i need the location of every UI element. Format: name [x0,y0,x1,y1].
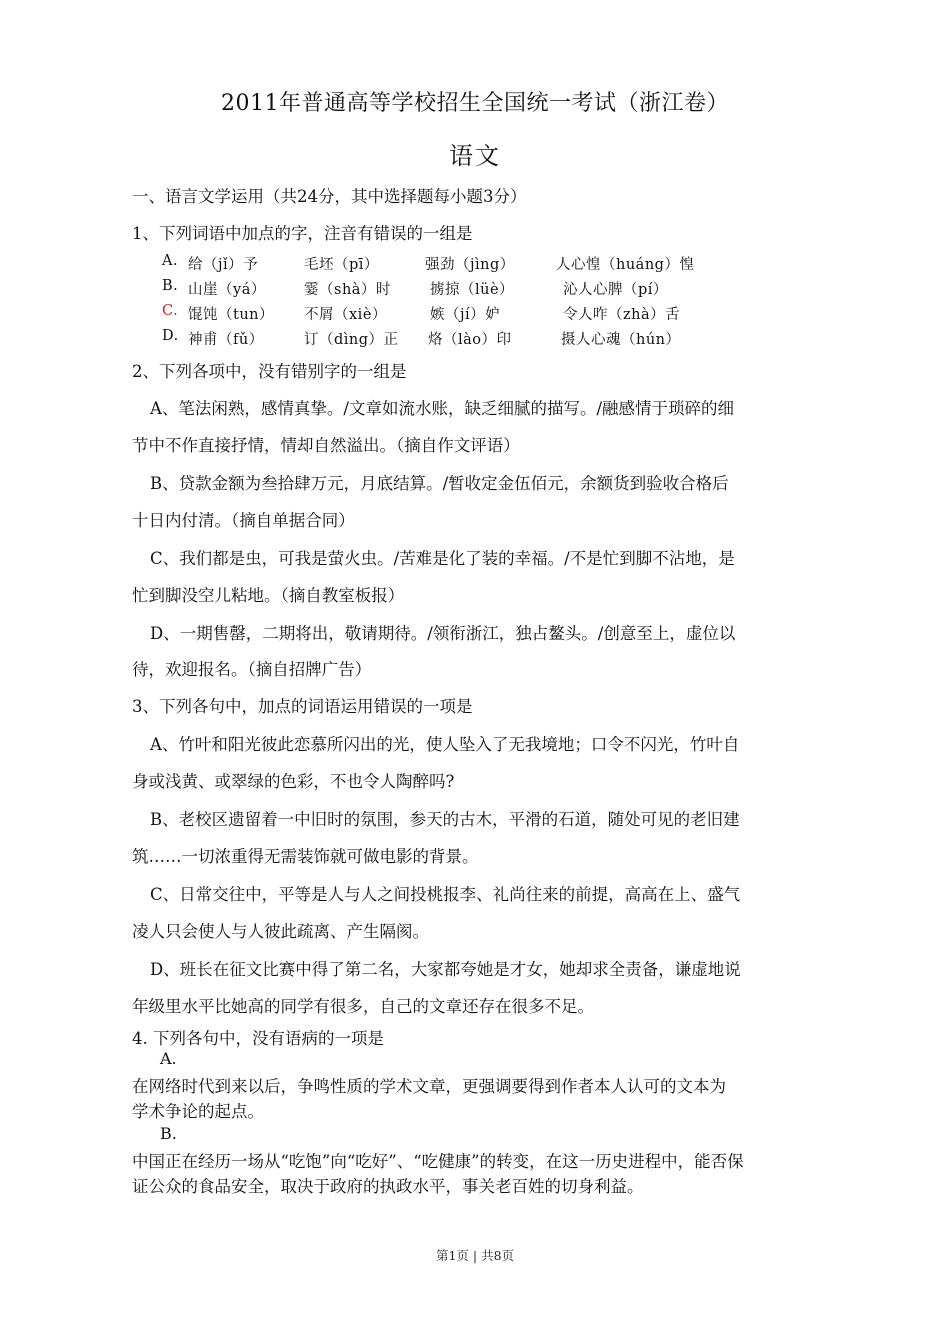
option-item: 毛坯（pī） [304,257,379,273]
question-2-option-c-line1: C、我们都是虫，可我是萤火虫。/苦难是化了装的幸福。/不是忙到脚不沾地，是 [150,549,735,568]
option-item: 沁人心脾（pí） [563,282,668,298]
question-2-option-a-line2: 节中不作直接抒情，情却自然溢出。（摘自作文评语） [132,436,520,455]
question-4-option-a-label: A. [160,1049,177,1068]
option-item: 霎（shà）时 [304,282,391,298]
option-item: 山崖（yá） [188,282,266,298]
option-item: 烙（lào）印 [428,332,512,348]
question-4-option-b-label: B. [160,1124,177,1143]
question-4-option-b-line2: 证公众的食品安全，取决于政府的执政水平，事关老百姓的切身利益。 [132,1177,644,1196]
option-item: 摄人心魂（hún） [561,332,681,348]
option-item: 强劲（jìng） [425,257,515,273]
question-2-option-a-line1: A、笔法闲熟，感情真挚。/文章如流水账，缺乏细腻的描写。/融感情于琐碎的细 [150,399,735,418]
question-1-stem: 1、下列词语中加点的字，注音有错误的一组是 [132,224,473,243]
question-3-option-b-line1: B、老校区遗留着一中旧时的氛围，参天的古木，平滑的石道，随处可见的老旧建 [150,810,740,829]
question-3-option-c-line1: C、日常交往中，平等是人与人之间投桃报李、礼尚往来的前提，高高在上、盛气 [150,885,741,904]
question-2-option-b-line2: 十日内付清。（摘自单据合同） [132,511,355,530]
option-item: 馄饨（tun） [188,307,275,323]
question-3-option-c-line2: 凌人只会使人与人彼此疏离、产生隔阂。 [132,922,429,941]
option-item: 不屑（xiè） [304,307,387,323]
option-item: 给（jǐ）予 [188,257,259,273]
question-3-option-a-line2: 身或浅黄、或翠绿的色彩，不也令人陶醉吗? [132,772,455,791]
page-footer: 第1页 | 共8页 [435,1248,515,1263]
question-4-option-b-line1: 中国正在经历一场从“吃饱”向“吃好”、“吃健康”的转变，在这一历史进程中，能否保 [132,1152,744,1171]
option-label-answer: C. [162,303,179,319]
option-label: B. [162,278,179,294]
option-label: D. [162,328,179,344]
option-item: 人心惶（huáng）惶 [556,257,695,273]
option-item: 掳掠（lüè） [430,282,515,298]
question-2-option-c-line2: 忙到脚没空儿粘地。（摘自教室板报） [132,586,405,605]
question-3-option-d-line1: D、班长在征文比赛中得了第二名，大家都夸她是才女，她却求全责备，谦虚地说 [150,960,741,979]
option-item: 神甫（fǔ） [188,332,264,348]
question-3-option-b-line2: 筑……一切浓重得无需装饰就可做电影的背景。 [132,847,479,866]
option-item: 令人咋（zhà）舌 [563,307,681,323]
question-3-stem: 3、下列各句中，加点的词语运用错误的一项是 [132,697,473,716]
question-4-stem: 4. 下列各句中，没有语病的一项是 [132,1029,384,1048]
question-2-option-d-line2: 待，欢迎报名。（摘自招牌广告） [132,660,372,679]
question-2-option-d-line1: D、一期售罄，二期将出，敬请期待。/领衔浙江，独占鳌头。/创意至上，虚位以 [150,624,736,643]
question-4-option-a-line2: 学术争论的起点。 [132,1102,264,1121]
question-2-stem: 2、下列各项中，没有错别字的一组是 [132,362,407,381]
question-4-option-a-line1: 在网络时代到来以后，争鸣性质的学术文章，更强调要得到作者本人认可的文本为 [132,1077,726,1096]
question-2-option-b-line1: B、贷款金额为叁拾肆万元，月底结算。/暂收定金伍佰元，余额货到验收合格后 [150,474,729,493]
option-label: A. [162,253,179,269]
exam-title: 2011年普通高等学校招生全国统一考试（浙江卷） [221,91,729,116]
subject-title: 语文 [449,142,501,170]
question-3-option-a-line1: A、竹叶和阳光彼此恋慕所闪出的光，使人坠入了无我境地；口令不闪光，竹叶自 [150,735,740,754]
question-3-option-d-line2: 年级里水平比她高的同学有很多，自己的文章还存在很多不足。 [132,997,594,1016]
option-item: 订（dìng）正 [304,332,399,348]
section-heading: 一、语言文学运用（共24分，其中选择题每小题3分） [132,187,527,206]
option-item: 嫉（jí）妒 [430,307,501,323]
